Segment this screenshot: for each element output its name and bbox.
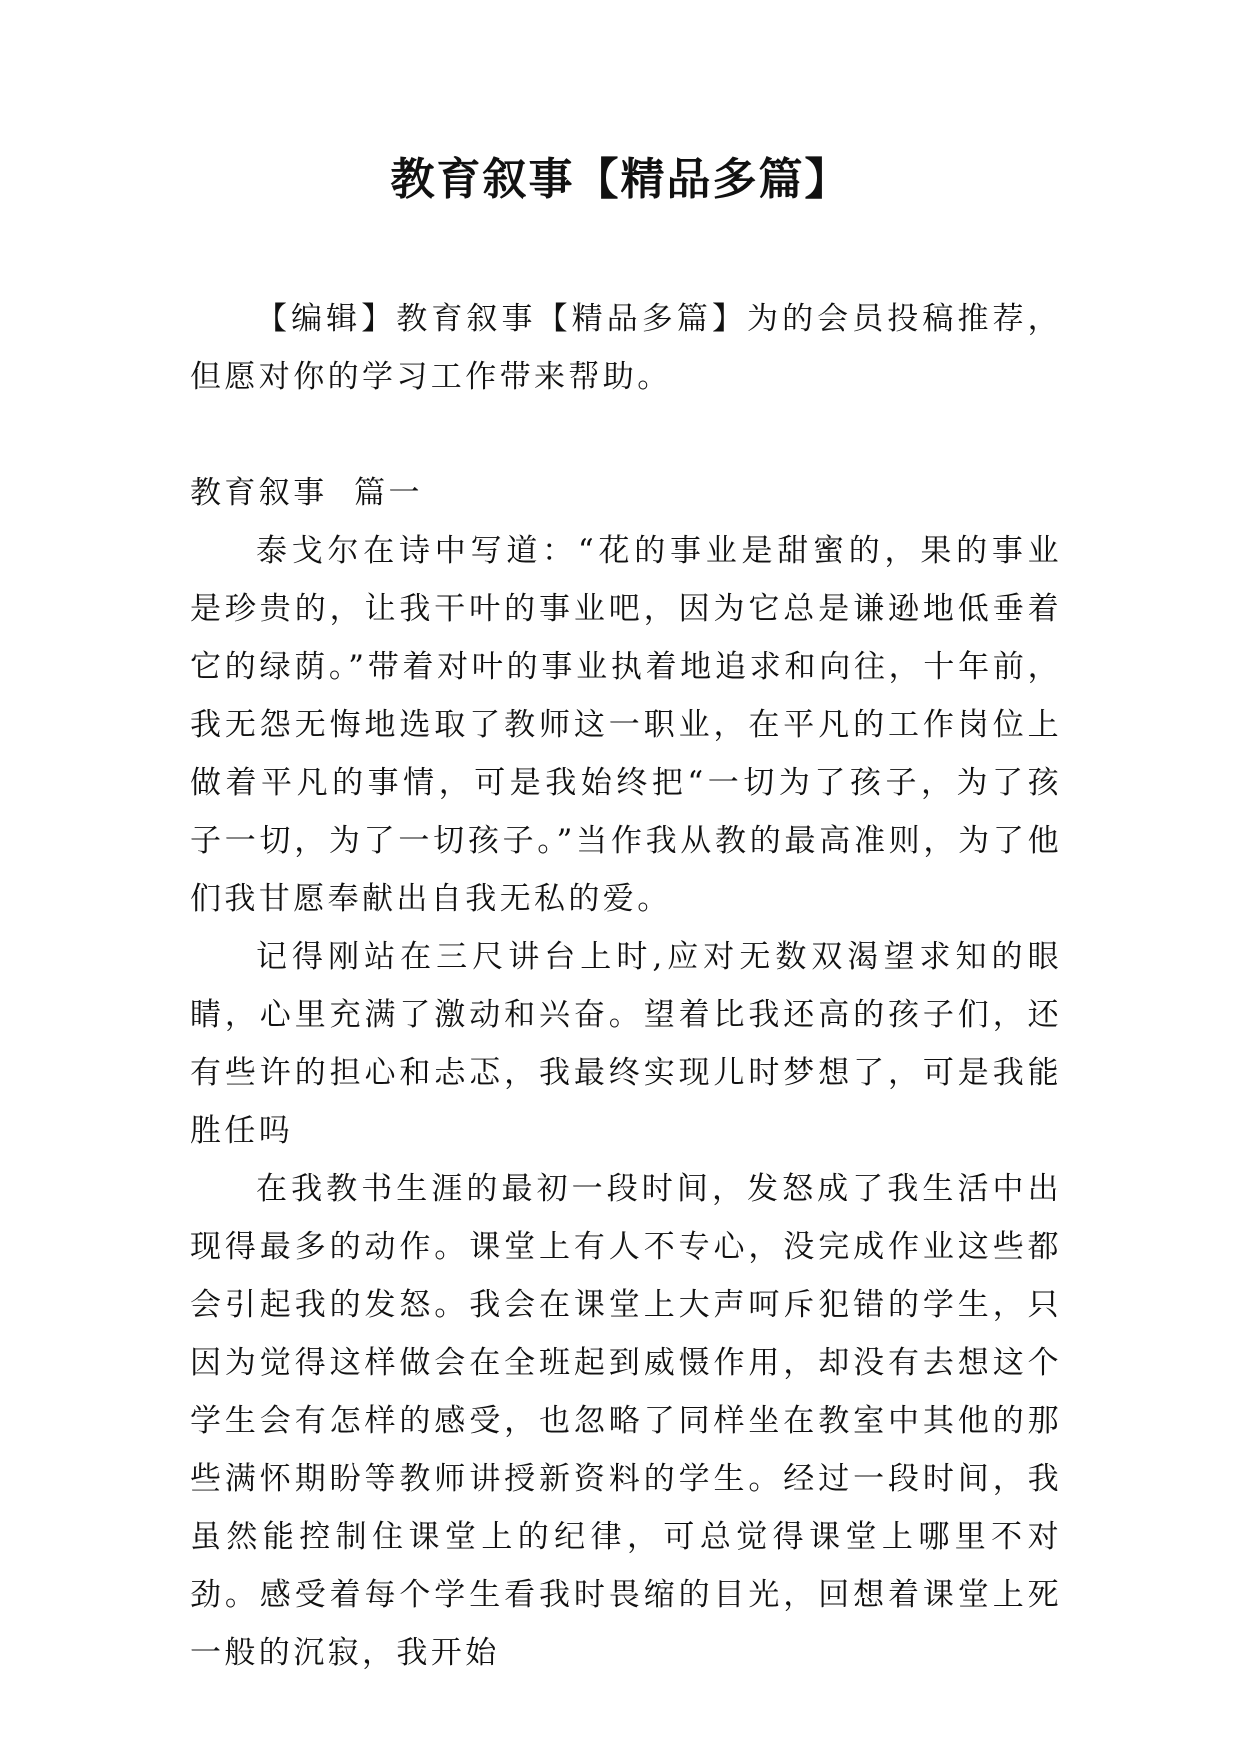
section-heading: 教育叙事 篇一 [190, 475, 423, 511]
body-paragraph: 泰戈尔在诗中写道：“花的事业是甜蜜的，果的事业是珍贵的，让我干叶的事业吧，因为它总是谦逊地低垂着它的绿荫。”带着对叶的事业执着地追求和向往，十年前，我无怨无悔地选取了教师这一职业，在平凡的工作岗位上做着平凡的事情，可是我始终把“一切为了孩子，为了孩子一切，为了一切孩子。”当作我从教的最高准则，为了他们我甘愿奉献出自我无私的爱。 [190, 533, 1062, 917]
document-title: 教育叙事【精品多篇】 [390, 154, 851, 205]
section-1 [190, 464, 1062, 1682]
body-paragraph: 记得刚站在三尺讲台上时,应对无数双渴望求知的眼睛，心里充满了激动和兴奋。望着比我还高的孩子们，还有些许的担心和忐忑，我最终实现儿时梦想了，可是我能胜任吗 [190, 939, 1062, 1149]
body-paragraph: 在我教书生涯的最初一段时间，发怒成了我生活中出现得最多的动作。课堂上有人不专心，没完成作业这些都会引起我的发怒。我会在课堂上大声呵斥犯错的学生，只因为觉得这样做会在全班起到威慑作用，却没有去想这个学生会有怎样的感受，也忽略了同样坐在教室中其他的那些满怀期盼等教师讲授新资料的学生。经过一段时间，我虽然能控制住课堂上的纪律，可总觉得课堂上哪里不对劲。感受着每个学生看我时畏缩的目光，回想着课堂上死一般的沉寂，我开始 [190, 1171, 1062, 1671]
intro-paragraph: 【编辑】教育叙事【精品多篇】为的会员投稿推荐，但愿对你的学习工作带来帮助。 [190, 301, 1062, 395]
document-body [190, 290, 1062, 1682]
